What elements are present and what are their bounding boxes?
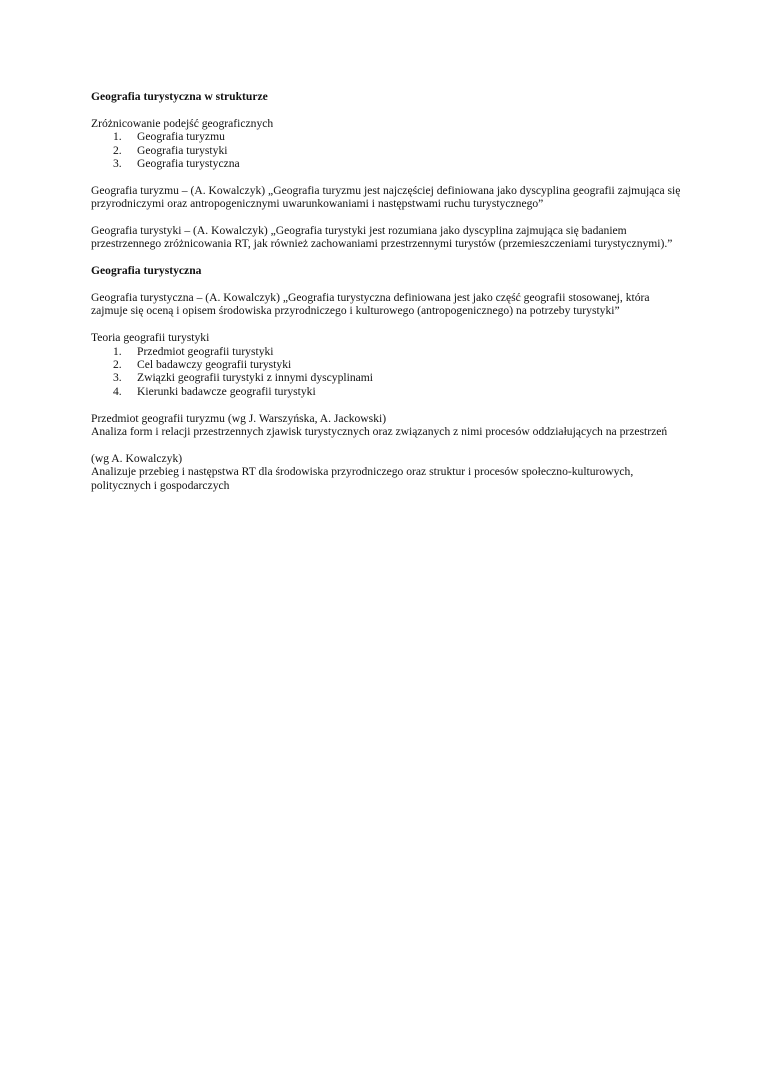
list-item [91, 157, 681, 170]
subject-title: Przedmiot geografii turyzmu (wg J. Warszyńska, A. Jackowski) [91, 411, 387, 425]
approaches-title: Zróżnicowanie podejść geograficznych [91, 116, 274, 130]
list-text: Związki geografii turystyki z innymi dyscyplinami [137, 371, 374, 385]
list-item [91, 130, 681, 143]
list-number: 1. [113, 344, 122, 358]
list-number: 1. [113, 130, 122, 144]
subject-text: Analiza form i relacji przestrzennych zjawisk turystycznych oraz związanych z nimi procesów oddziałujących na przestrzeń [91, 425, 668, 439]
kowalczyk-title: (wg A. Kowalczyk) [91, 451, 183, 465]
list-text: Geografia turystyczna [137, 157, 240, 171]
definition-turystyki: Geografia turystyki – (A. Kowalczyk) „Geografia turystyki jest rozumiana jako dyscyplina zajmująca się badaniem przestrzennego zróżnicowania RT, jak również zachowaniami przestrzennymi turystów (przemieszczeniami turystycznymi).” [91, 224, 673, 251]
heading-geografia-turystyczna: Geografia turystyczna [91, 264, 202, 278]
list-item [91, 385, 681, 398]
approaches-list [91, 130, 681, 170]
list-text: Geografia turystyki [137, 143, 228, 157]
kowalczyk-text: Analizuje przebieg i następstwa RT dla środowiska przyrodniczego oraz struktur i procesów społeczno-kulturowych, politycznych i gospodarczych [91, 465, 634, 492]
theory-list [91, 345, 681, 399]
list-item [91, 345, 681, 358]
list-text: Geografia turyzmu [137, 130, 225, 144]
list-number: 2. [113, 358, 122, 372]
theory-title: Teoria geografii turystyki [91, 331, 210, 345]
list-number: 2. [113, 143, 122, 157]
list-text: Przedmiot geografii turystyki [137, 344, 274, 358]
list-number: 3. [113, 157, 122, 171]
list-item [91, 371, 681, 384]
list-item [91, 144, 681, 157]
definition-turyzmu: Geografia turyzmu – (A. Kowalczyk) „Geografia turyzmu jest najczęściej definiowana jako dyscyplina geografii zajmująca się przyrodniczymi oraz antropogenicznymi uwarunkowaniami i następstwami ruchu turystycznego” [91, 183, 681, 211]
list-number: 3. [113, 371, 122, 385]
heading-structure: Geografia turystyczna w strukturze [91, 90, 268, 103]
list-text: Kierunki badawcze geografii turystyki [137, 384, 316, 398]
list-item [91, 358, 681, 371]
document-page [91, 90, 681, 492]
list-text: Cel badawczy geografii turystyki [137, 358, 292, 372]
list-number: 4. [113, 384, 122, 398]
definition-turystyczna: Geografia turystyczna – (A. Kowalczyk) „Geografia turystyczna definiowana jest jako część geografii stosowanej, która zajmuje się oceną i opisem środowiska przyrodniczego i kulturowego (antropogenicznego) na potrzeby turystyki” [91, 291, 650, 318]
